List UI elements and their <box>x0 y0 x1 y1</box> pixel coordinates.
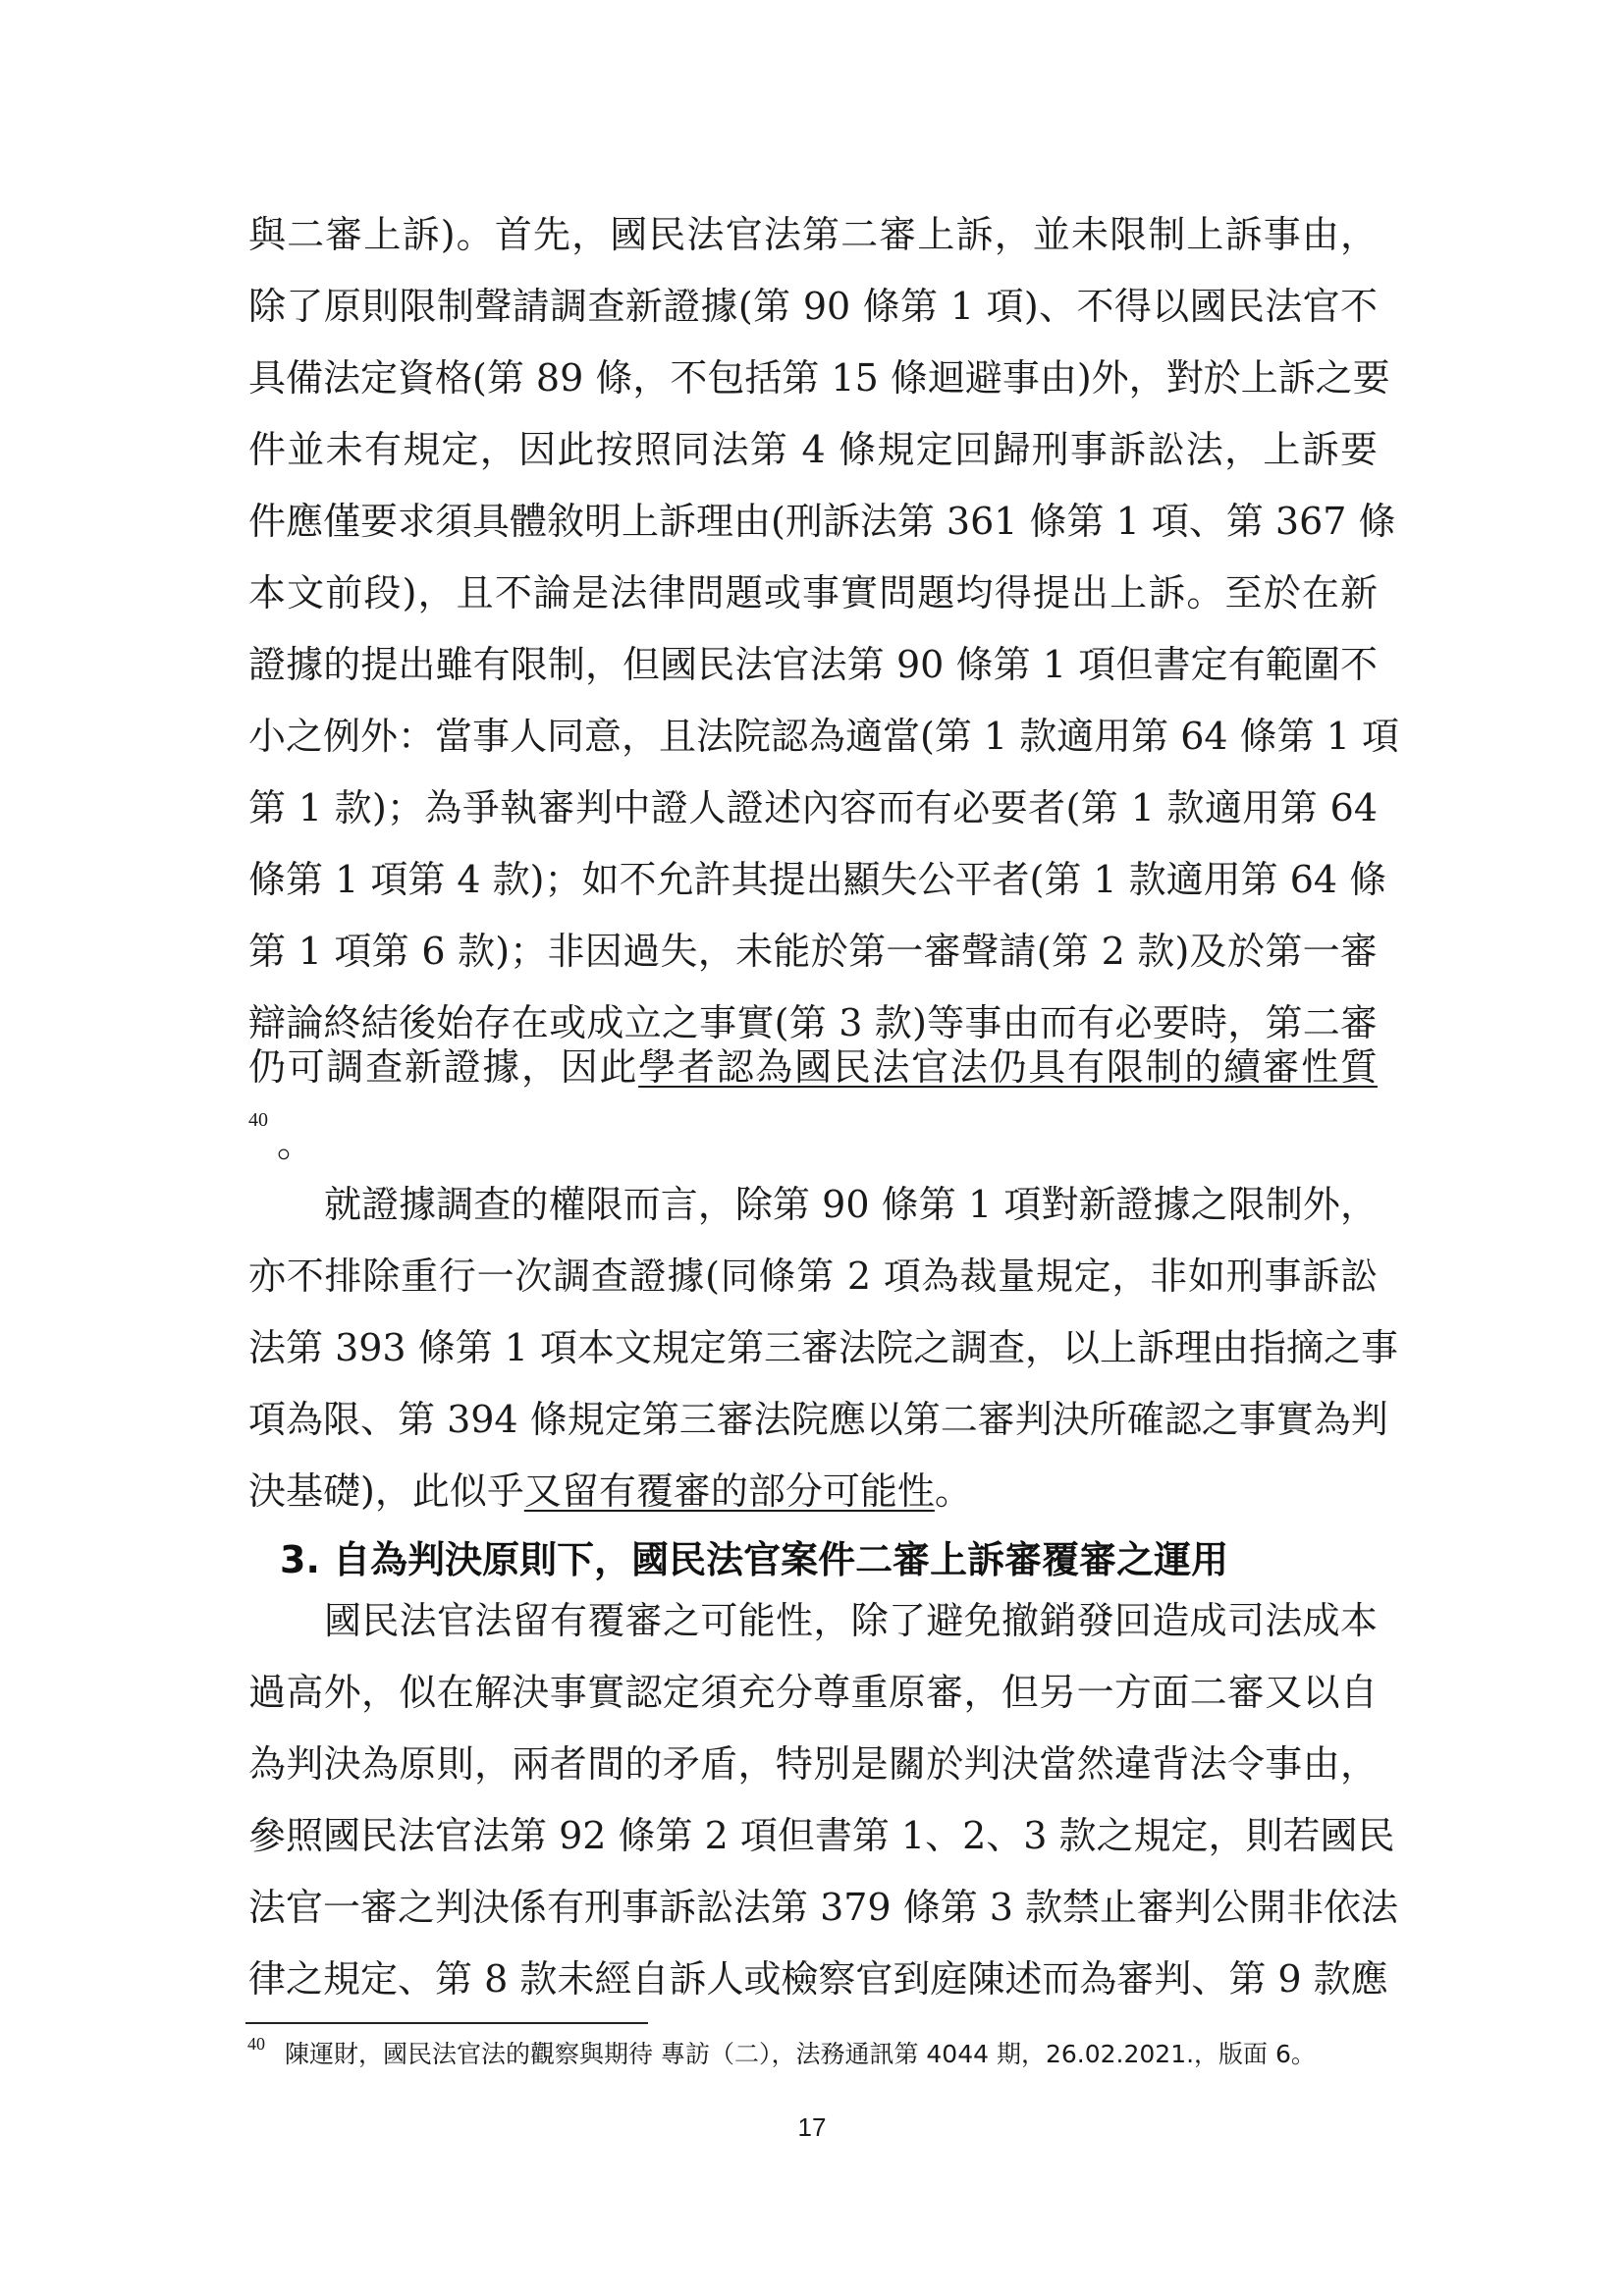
page-number: 17 <box>797 2112 827 2142</box>
sentence-period: 。 <box>277 1122 315 1165</box>
body-line: 參照國民法官法第 92 條第 2 項但書第 1、2、3 款之規定，則若國民 <box>248 1814 1395 1857</box>
body-line: 小之例外：當事人同意，且法院認為適當(第 1 款適用第 64 條第 1 項 <box>248 715 1400 758</box>
body-line: 第 1 款)；為爭執審判中證人證述內容而有必要者(第 1 款適用第 64 <box>248 786 1378 829</box>
body-line: 件並未有規定，因此按照同法第 4 條規定回歸刑事訴訟法，上訴要 <box>248 428 1378 471</box>
section-heading: 3. 自為判決原則下，國民法官案件二審上訴審覆審之運用 <box>280 1538 1229 1581</box>
body-line: 與二審上訴)。首先，國民法官法第二審上訴，並未限制上訴事由， <box>248 213 1378 256</box>
body-line: 亦不排除重行一次調查證據(同條第 2 項為裁量規定，非如刑事訴訟 <box>248 1255 1378 1298</box>
body-line: 過高外，似在解決事實認定須充分尊重原審，但另一方面二審又以自 <box>248 1671 1378 1714</box>
body-line: 條第 1 項第 4 款)；如不允許其提出顯失公平者(第 1 款適用第 64 條 <box>248 858 1387 901</box>
body-line: 辯論終結後始存在或成立之事實(第 3 款)等事由而有必要時，第二審 <box>248 1001 1378 1044</box>
body-line: 項為限、第 394 條規定第三審法院應以第二審判決所確認之事實為判 <box>248 1398 1388 1441</box>
body-line: 法第 393 條第 1 項本文規定第三審法院之調查，以上訴理由指摘之事 <box>248 1326 1399 1369</box>
body-line-with-underline <box>248 1045 1378 1089</box>
underlined-phrase: 學者認為國民法官法仍具有限制的續審性質 <box>638 1045 1378 1089</box>
body-line: 本文前段)，且不論是法律問題或事實問題均得提出上訴。至於在新 <box>248 571 1378 614</box>
footnote-separator <box>245 2022 648 2024</box>
body-line-with-underline <box>248 1469 1378 1513</box>
body-line: 為判決為原則，兩者間的矛盾，特別是關於判決當然違背法令事由， <box>248 1742 1378 1786</box>
body-line: 就證據調查的權限而言，除第 90 條第 1 項對新證據之限制外， <box>324 1183 1378 1226</box>
body-line: 件應僅要求須具體敘明上訴理由(刑訴法第 361 條第 1 項、第 367 條 <box>248 500 1396 543</box>
line-prefix: 仍可調查新證據，因此 <box>248 1045 639 1089</box>
body-line: 國民法官法留有覆審之可能性，除了避免撤銷發回造成司法成本 <box>324 1599 1378 1642</box>
footnote-text: 陳運財，國民法官法的觀察與期待 專訪（二），法務通訊第 4044 期，26.02.2021.，版面 6。 <box>285 2040 1316 2068</box>
body-line: 法官一審之判決係有刑事訴訟法第 379 條第 3 款禁止審判公開非依法 <box>248 1886 1399 1929</box>
footnote-reference[interactable]: 40 <box>248 1109 268 1131</box>
underlined-phrase: 又留有覆審的部分可能性 <box>523 1469 935 1513</box>
body-line: 第 1 項第 6 款)；非因過失，未能於第一審聲請(第 2 款)及於第一審 <box>248 930 1378 973</box>
line-suffix: 。 <box>934 1469 972 1513</box>
body-line: 律之規定、第 8 款未經自訴人或檢察官到庭陳述而為審判、第 9 款應 <box>248 1957 1388 2001</box>
body-line: 具備法定資格(第 89 條，不包括第 15 條迴避事由)外，對於上訴之要 <box>248 356 1390 400</box>
body-line: 證據的提出雖有限制，但國民法官法第 90 條第 1 項但書定有範圍不 <box>248 643 1378 686</box>
footnote-number: 40 <box>247 2034 265 2054</box>
body-line: 除了原則限制聲請調查新證據(第 90 條第 1 項)、不得以國民法官不 <box>248 285 1378 328</box>
line-prefix: 決基礎)，此似乎 <box>248 1469 524 1513</box>
